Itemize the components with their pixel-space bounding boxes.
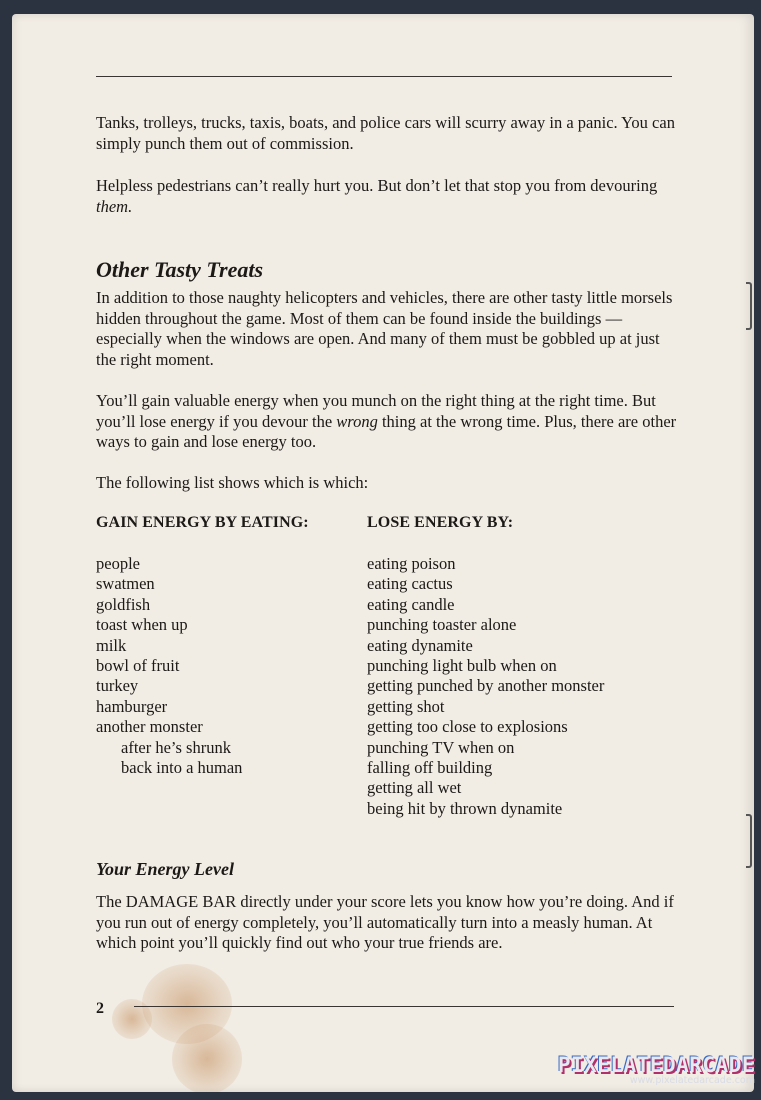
lose-energy-list [367, 554, 604, 819]
section-heading-energy: Your Energy Level [96, 859, 234, 879]
treats-text-2a: You’ll gain valuable energy when you munch on the right thing at the right time. But you’ll lose energy if you devour the [96, 391, 656, 431]
top-rule [96, 76, 672, 77]
staple [746, 282, 752, 330]
gain-list-item: turkey [96, 676, 139, 696]
lose-list-item: getting shot [367, 696, 445, 716]
gain-list-item: another monster [96, 717, 203, 737]
treats-paragraph-1 [96, 288, 681, 370]
energy-text: The DAMAGE BAR directly under your score lets you know how you’re doing. And if you run out of energy completely, you’ll automatically turn into a measly human. At which point you’ll quickly find out who your true friends are. [96, 892, 674, 952]
intro-text-2-main: Helpless pedestrians can’t really hurt you. But don’t let that stop you from devouring [96, 176, 658, 195]
lose-list-item: eating dynamite [367, 635, 473, 655]
lose-list-item: eating poison [367, 554, 456, 573]
treats-text-2 [96, 391, 681, 453]
lose-list-item: getting too close to explosions [367, 717, 568, 737]
lose-energy-heading: LOSE ENERGY BY: [367, 514, 514, 531]
gain-list-item: back into a human [121, 758, 243, 778]
treats-paragraph-3 [96, 473, 681, 494]
watermark-url: www.pixelatedarcade.com [629, 1075, 755, 1086]
treats-text-1: In addition to those naughty helicopters and vehicles, there are other tasty little morsels hidden throughout the game. Most of them can be found inside the buildings — especially when the windows are open. And many of them must be gobbled up at just the right moment. [96, 288, 673, 369]
energy-paragraph [96, 892, 681, 954]
lose-list-item: punching toaster alone [367, 615, 517, 635]
watermark [558, 1053, 755, 1086]
intro-text-1: Tanks, trolleys, trucks, taxis, boats, and police cars will scurry away in a panic. You can simply punch them out of commission. [96, 113, 675, 153]
treats-text-2b: thing at the wrong time. Plus, there are other ways to gain and lose energy too. [96, 411, 677, 451]
bottom-rule [134, 1006, 674, 1007]
page-number: 2 [96, 1000, 104, 1017]
lose-list-item: getting punched by another monster [367, 676, 605, 696]
gain-list-item: goldfish [96, 594, 151, 614]
watermark-title: PIXELATEDARCADE [557, 1053, 755, 1077]
gain-energy-list [96, 554, 242, 778]
lose-list-item: punching TV when on [367, 737, 515, 757]
treats-text-2-emphasis: wrong [336, 411, 378, 431]
intro-text-2 [96, 176, 681, 217]
gain-list-item: toast when up [96, 615, 188, 635]
lose-list-item: falling off building [367, 758, 493, 778]
gain-list-item: bowl of fruit [96, 656, 180, 676]
staple [746, 814, 752, 868]
stain-mark [112, 999, 152, 1039]
lose-list-item: eating candle [367, 594, 455, 614]
gain-list-item: hamburger [96, 696, 168, 716]
intro-text-2-emphasis: them. [96, 196, 133, 216]
gain-list-item: people [96, 554, 140, 573]
stain-mark [172, 1024, 242, 1092]
gain-list-item: swatmen [96, 574, 155, 594]
lose-list-item: being hit by thrown dynamite [367, 798, 563, 818]
lose-list-item: eating cactus [367, 574, 453, 594]
treats-text-3: The following list shows which is which: [96, 473, 369, 492]
intro-paragraph-1 [96, 113, 681, 154]
gain-list-item: milk [96, 635, 127, 655]
lose-list-item: getting all wet [367, 778, 462, 798]
lose-list-item: punching light bulb when on [367, 656, 557, 676]
gain-list-item: after he’s shrunk [121, 737, 231, 757]
intro-paragraph-2 [96, 176, 681, 217]
manual-page [12, 14, 754, 1092]
gain-energy-heading: GAIN ENERGY BY EATING: [96, 514, 309, 531]
section-heading-treats: Other Tasty Treats [96, 257, 264, 282]
treats-paragraph-2 [96, 391, 681, 453]
